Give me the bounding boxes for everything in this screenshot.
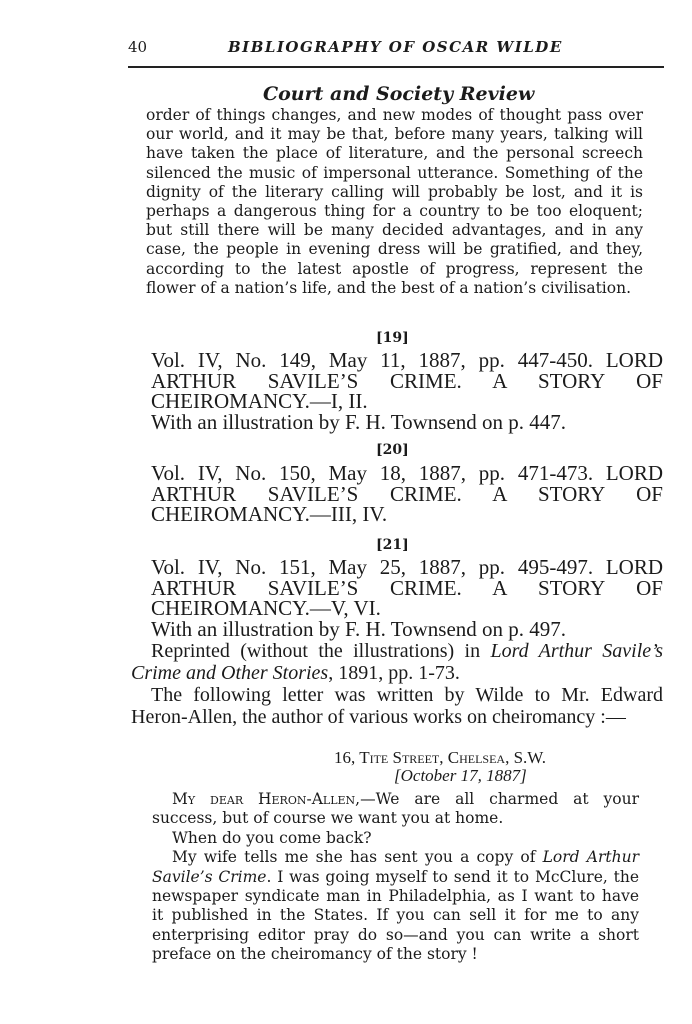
- letter-intro: The following letter was written by Wilde to Mr. Edward Heron-Allen, the author of various works on cheiromancy :—: [131, 684, 663, 728]
- letter-date: [October 17, 1887]: [394, 766, 527, 785]
- page-number: 40: [128, 38, 148, 56]
- section-title: Court and Society Review: [263, 83, 535, 105]
- letter-paragraph: [152, 848, 639, 964]
- body-paragraph: order of things changes, and new modes of thought pass over our world, and it may be that, before many years, talking will have taken the place of literature, and the personal screech silenced the music of impersonal utterance. Something of the dignity of the literary calling will probably be lost, and it is perhaps a dangerous thing for a country to be too eloquent; but still there will be many decided advantages, and in any case, the people in evening dress will be gratified, and they, according to the latest apostle of progress, represent the flower of a nation’s life, and the best of a nation’s civilisation.: [146, 106, 643, 297]
- reprint-title: Lord Arthur Savile’s Crime and Other Stories: [131, 640, 664, 684]
- entry-text: Vol. IV, No. 150, May 18, 1887, pp. 471-473. LORD ARTHUR SAVILE’S CRIME. A STORY OF CHEIROMANCY.—III, IV.: [151, 461, 663, 526]
- entry-note: With an illustration by F. H. Townsend on p. 447.: [151, 409, 567, 434]
- bibliography-entry: [131, 557, 663, 639]
- entry-text: Vol. IV, No. 149, May 11, 1887, pp. 447-450. LORD ARTHUR SAVILE’S CRIME. A STORY OF CHEIROMANCY.—I, II.: [151, 348, 663, 413]
- bibliography-entry: [131, 350, 663, 432]
- letter-salutation: My dear Heron-Allen,: [172, 790, 361, 808]
- letter-address: 16, Tite Street, Chelsea, S.W.: [334, 748, 547, 767]
- letter-body: [152, 790, 639, 965]
- reprint-after: , 1891, pp. 1-73.: [328, 661, 460, 684]
- letter-book-title: Lord Arthur Savile’s Crime: [152, 848, 639, 886]
- entry-note: With an illustration by F. H. Townsend on p. 497.: [151, 616, 567, 641]
- entry-number: [21]: [376, 537, 409, 553]
- bibliography-entry: [131, 463, 663, 525]
- letter-text: —We are all charmed at your success, but of course we want you at home.: [152, 790, 639, 828]
- running-title: BIBLIOGRAPHY OF OSCAR WILDE: [228, 38, 563, 56]
- letter-text: . I was going myself to send it to McClure, the newspaper syndicate man in Philadelphia, as I want to have it published in the States. If you can sell it for me to any enterprising editor pray do so—and you can write a short preface on the cheiromancy of the story !: [152, 867, 639, 964]
- running-header: [128, 36, 664, 68]
- entry-text: Vol. IV, No. 151, May 25, 1887, pp. 495-497. LORD ARTHUR SAVILE’S CRIME. A STORY OF CHEIROMANCY.—V, VI.: [151, 555, 663, 620]
- reprint-note: [131, 641, 663, 684]
- entry-number: [19]: [376, 330, 409, 346]
- letter-paragraph: [152, 790, 639, 829]
- letter-text: My wife tells me she has sent you a copy of: [172, 848, 543, 867]
- letter-paragraph: When do you come back?: [172, 828, 372, 847]
- entry-number: [20]: [376, 442, 409, 458]
- reprint-before: Reprinted (without the illustrations) in: [151, 640, 491, 662]
